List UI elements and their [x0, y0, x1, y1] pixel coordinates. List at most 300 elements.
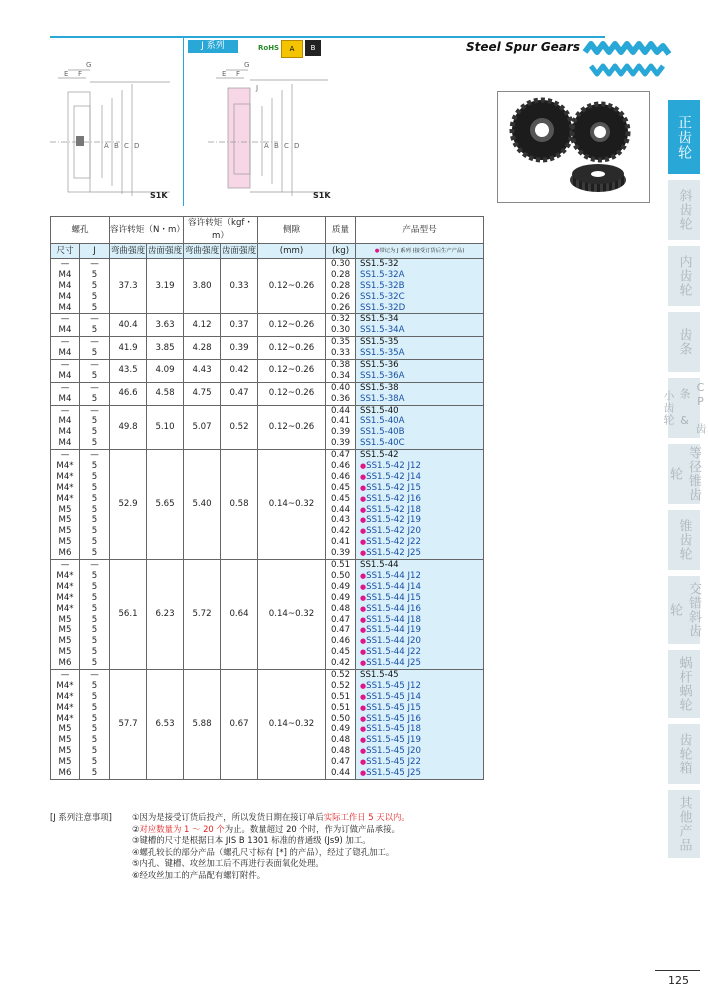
tab-spur-gears[interactable]: 正齿轮 [668, 100, 700, 174]
bore-size-value: M4* [56, 471, 74, 482]
mass-value-value: 0.47 [330, 757, 351, 768]
part-number: SS1.5-40 [360, 405, 399, 416]
mass-value-value: 0.42 [330, 658, 351, 669]
bore-j-value: 5 [91, 280, 98, 291]
backlash-value: 0.14~0.32 [258, 560, 326, 670]
surface-strength-kgf: 0.52 [221, 405, 258, 450]
bore-j-value: 5 [91, 757, 98, 768]
surface-strength-nm: 3.85 [147, 337, 184, 360]
mass-value [326, 382, 356, 405]
surface-strength-kgf: 0.67 [221, 669, 258, 779]
mass-value-value: 0.44 [330, 504, 351, 515]
j-series-dot-icon: ● [360, 582, 367, 591]
bore-size-value: M4 [58, 325, 72, 336]
mass-value-value: 0.46 [330, 461, 351, 472]
page-number: 125 [668, 974, 689, 987]
bore-size-value: M4* [56, 581, 74, 592]
surface-strength-kgf: 0.47 [221, 382, 258, 405]
mass-value [326, 259, 356, 314]
dim-a-label: A [264, 142, 269, 150]
bore-j-value: 5 [91, 482, 98, 493]
bore-j-value: 5 [91, 724, 98, 735]
tab-racks[interactable]: 齿条 [668, 312, 700, 372]
bore-size-value: M4* [56, 702, 74, 713]
part-number: ●SS1.5-42 J16 [360, 493, 421, 504]
bending-strength-kgf: 5.88 [184, 669, 221, 779]
mass-value-value: 0.35 [330, 337, 351, 348]
mass-value-value: 0.30 [330, 325, 351, 336]
header-torque-kgf: 容许转矩（kgf・m） [184, 217, 258, 244]
bore-j-value: 5 [91, 438, 98, 449]
gear-drawing-left [50, 60, 180, 200]
spec-table [50, 216, 484, 780]
mass-value-value: 0.39 [330, 427, 351, 438]
bending-strength-nm: 49.8 [110, 405, 147, 450]
part-number: SS1.5-45 [360, 669, 399, 680]
mass-value-value: 0.48 [330, 746, 351, 757]
j-series-dot-icon: ● [360, 637, 367, 646]
mass-value [326, 450, 356, 560]
bore-size-value: — [60, 405, 70, 416]
tab-cp-racks[interactable]: CP 齿条 & 小齿轮 [668, 378, 700, 438]
bore-j [80, 405, 110, 450]
mass-value-value: 0.28 [330, 269, 351, 280]
bore-size-value: M4 [58, 416, 72, 427]
bore-size-value: M4* [56, 482, 74, 493]
bore-j-value: 5 [91, 461, 98, 472]
bore-j-value: 5 [91, 291, 98, 302]
mass-value-value: 0.46 [330, 471, 351, 482]
header-size: 尺寸 [51, 244, 80, 259]
bore-size-value: M5 [58, 636, 72, 647]
surface-strength-kgf: 0.64 [221, 560, 258, 670]
part-number: SS1.5-40A [360, 416, 405, 427]
part-number: SS1.5-34A [360, 325, 405, 336]
bore-size [51, 337, 80, 360]
bore-size-value: M4* [56, 592, 74, 603]
backlash-value: 0.12~0.26 [258, 405, 326, 450]
j-series-dot-icon: ● [360, 549, 367, 558]
part-number: ●SS1.5-45 J16 [360, 713, 421, 724]
dim-c-label: C [284, 142, 289, 150]
bore-size-value: M4 [58, 302, 72, 313]
bore-size-value: M5 [58, 647, 72, 658]
bore-j-value: 5 [91, 592, 98, 603]
mass-value-value: 0.48 [330, 603, 351, 614]
surface-strength-nm: 6.23 [147, 560, 184, 670]
j-series-dot-icon: ● [360, 725, 367, 734]
bore-size-value: M5 [58, 746, 72, 757]
j-series-dot-icon: ● [360, 768, 367, 777]
part-number: ●SS1.5-42 J19 [360, 515, 421, 526]
mass-value-value: 0.50 [330, 570, 351, 581]
part-number-cell [356, 382, 484, 405]
bore-j-value: 5 [91, 427, 98, 438]
bore-j-value: 5 [91, 680, 98, 691]
bore-j [80, 669, 110, 779]
gear-drawing-right [208, 60, 338, 200]
bore-size [51, 259, 80, 314]
bore-j-value: 5 [91, 393, 98, 404]
mass-value-value: 0.26 [330, 291, 351, 302]
header-bend-kgf: 弯曲强度 [184, 244, 221, 259]
bore-j-value: 5 [91, 647, 98, 658]
bore-size-value: M4* [56, 603, 74, 614]
dim-g-label: G [244, 61, 250, 69]
bore-size-value: M6 [58, 767, 72, 778]
mass-value-value: 0.39 [330, 548, 351, 559]
part-number: ●SS1.5-44 J20 [360, 636, 421, 647]
part-number: SS1.5-44 [360, 560, 399, 571]
part-number: SS1.5-40C [360, 438, 405, 449]
bore-j-value: 5 [91, 537, 98, 548]
mass-value [326, 669, 356, 779]
bore-j-value: — [90, 259, 99, 269]
bore-j [80, 360, 110, 383]
bore-size-value: M4 [58, 438, 72, 449]
header-j: J [80, 244, 110, 259]
j-series-dot-icon: ● [360, 736, 367, 745]
page-title: Steel Spur Gears [466, 40, 580, 54]
mass-value-value: 0.36 [330, 393, 351, 404]
badge-b-icon: B [305, 40, 321, 56]
bore-j-value: — [90, 337, 99, 348]
dim-j-label: J [256, 84, 259, 92]
table-row [51, 259, 484, 314]
series-tag: J 系列 [188, 40, 238, 53]
bending-strength-nm: 46.6 [110, 382, 147, 405]
bore-size-value: M6 [58, 548, 72, 559]
mass-value [326, 337, 356, 360]
bore-j-value: — [90, 560, 99, 571]
notes-label: [J 系列注意事项] [50, 812, 112, 822]
header-mass: 质量 [326, 217, 356, 244]
surface-strength-kgf: 0.42 [221, 360, 258, 383]
backlash-value: 0.14~0.32 [258, 669, 326, 779]
bore-size-value: M4* [56, 570, 74, 581]
mass-value-value: 0.44 [330, 767, 351, 778]
bore-size-value: M5 [58, 757, 72, 768]
mass-value-value: 0.26 [330, 302, 351, 313]
mass-value-value: 0.41 [330, 537, 351, 548]
product-photo [497, 91, 650, 203]
bore-size-value: M4 [58, 348, 72, 359]
part-number-cell [356, 450, 484, 560]
bore-j-value: 5 [91, 471, 98, 482]
mass-value-value: 0.43 [330, 515, 351, 526]
bore-size [51, 669, 80, 779]
j-series-dot-icon: ● [360, 494, 367, 503]
mass-value-value: 0.45 [330, 482, 351, 493]
mass-value-value: 0.34 [330, 370, 351, 381]
part-number: SS1.5-32 [360, 259, 399, 269]
bore-j-value: — [90, 405, 99, 416]
surface-strength-nm: 6.53 [147, 669, 184, 779]
j-series-dot-icon: ● [360, 538, 367, 547]
bore-j [80, 314, 110, 337]
bore-j-value: 5 [91, 658, 98, 669]
bore-size-value: M5 [58, 515, 72, 526]
dim-a-label: A [104, 142, 109, 150]
bore-j-value: 5 [91, 269, 98, 280]
part-number: ●SS1.5-44 J16 [360, 603, 421, 614]
bore-j-value: 5 [91, 504, 98, 515]
j-series-dot-icon: ● [360, 747, 367, 756]
bore-size-value: M4 [58, 291, 72, 302]
bore-size-value: M4* [56, 493, 74, 504]
header-part-note: ●带记为 J 系列 (接受订货后生产产品) [356, 244, 484, 259]
dim-c-label: C [124, 142, 129, 150]
dim-e-label: E [222, 70, 227, 78]
part-number: SS1.5-32D [360, 302, 406, 313]
mass-value [326, 314, 356, 337]
part-number: ●SS1.5-45 J12 [360, 680, 421, 691]
bore-j-value: 5 [91, 526, 98, 537]
surface-strength-nm: 4.58 [147, 382, 184, 405]
dim-g-label: G [86, 61, 92, 69]
header-mass-unit: (kg) [326, 244, 356, 259]
part-number: ●SS1.5-42 J15 [360, 482, 421, 493]
bore-j-value: 5 [91, 735, 98, 746]
bore-j-value: — [90, 450, 99, 461]
bore-j-value: 5 [91, 302, 98, 313]
mass-value-value: 0.47 [330, 625, 351, 636]
dim-d-label: D [294, 142, 300, 150]
bore-j-value: 5 [91, 691, 98, 702]
part-number: SS1.5-34 [360, 314, 399, 325]
header-backlash-unit: (mm) [258, 244, 326, 259]
part-number: SS1.5-38 [360, 382, 399, 393]
bore-j-value: 5 [91, 713, 98, 724]
table-row [51, 382, 484, 405]
bore-size-value: M4* [56, 680, 74, 691]
bore-j-value: 5 [91, 570, 98, 581]
j-series-dot-icon: ● [360, 659, 367, 668]
mass-value-value: 0.49 [330, 592, 351, 603]
mass-value-value: 0.51 [330, 560, 351, 571]
bore-j-value: 5 [91, 767, 98, 778]
bore-size-value: M5 [58, 625, 72, 636]
backlash-value: 0.12~0.26 [258, 360, 326, 383]
mass-value [326, 360, 356, 383]
notes-list [132, 812, 532, 882]
note-line: ①因为是接受订货后投产，所以发货日期在接订单后实际工作日 5 天以内。 [132, 812, 410, 822]
table-row [51, 314, 484, 337]
j-series-dot-icon: ● [360, 571, 367, 580]
mass-value-value: 0.40 [330, 382, 351, 393]
bending-strength-kgf: 3.80 [184, 259, 221, 314]
bending-strength-nm: 43.5 [110, 360, 147, 383]
bore-size-value: M6 [58, 658, 72, 669]
bore-size-value: — [60, 450, 70, 461]
header-bend-nm: 弯曲强度 [110, 244, 147, 259]
bore-j-value: — [90, 382, 99, 393]
spec-table-body [51, 259, 484, 780]
part-number-cell [356, 360, 484, 383]
bore-j-value: 5 [91, 625, 98, 636]
mass-value-value: 0.30 [330, 259, 351, 269]
part-number: ●SS1.5-45 J14 [360, 691, 421, 702]
bore-size-value: — [60, 337, 70, 348]
dim-f-label: F [78, 70, 83, 78]
bore-size [51, 450, 80, 560]
j-series-dot-icon: ● [360, 758, 367, 767]
table-row [51, 450, 484, 560]
part-number: ●SS1.5-44 J12 [360, 570, 421, 581]
bore-size-value: M4* [56, 691, 74, 702]
bore-j-value: 5 [91, 325, 98, 336]
mass-value-value: 0.48 [330, 735, 351, 746]
header-surf-kgf: 齿面强度 [221, 244, 258, 259]
mass-value-value: 0.33 [330, 348, 351, 359]
bore-size-value: M4 [58, 269, 72, 280]
rohs-badge: RoHS [258, 44, 280, 52]
tab-bevel-gears[interactable]: 锥齿轮 [668, 510, 700, 570]
bore-j [80, 337, 110, 360]
mass-value-value: 0.45 [330, 493, 351, 504]
surface-strength-kgf: 0.37 [221, 314, 258, 337]
tab-miter-gears[interactable]: 等径锥齿轮 [667, 446, 701, 502]
note-line: ③键槽的尺寸是根据日本 JIS B 1301 标准的普通级 (Js9) 加工。 [132, 835, 371, 846]
part-number: ●SS1.5-44 J15 [360, 592, 421, 603]
bore-size [51, 360, 80, 383]
bore-j-value: — [90, 314, 99, 325]
bore-j [80, 259, 110, 314]
category-tabs [662, 100, 707, 864]
dim-d-label: D [134, 142, 140, 150]
mass-value-value: 0.52 [330, 669, 351, 680]
bore-size-value: M4 [58, 370, 72, 381]
mass-value-value: 0.52 [330, 680, 351, 691]
dim-e-label: E [64, 70, 69, 78]
tab-gearboxes[interactable]: 齿轮箱 [668, 724, 700, 784]
bore-size [51, 314, 80, 337]
part-number: SS1.5-35 [360, 337, 399, 348]
mass-value-value: 0.45 [330, 647, 351, 658]
surface-strength-kgf: 0.39 [221, 337, 258, 360]
mass-value-value: 0.42 [330, 526, 351, 537]
mass-value-value: 0.32 [330, 314, 351, 325]
part-number: SS1.5-32C [360, 291, 405, 302]
dim-b-label: B [274, 142, 279, 150]
part-number: ●SS1.5-45 J20 [360, 746, 421, 757]
surface-strength-kgf: 0.33 [221, 259, 258, 314]
bending-strength-nm: 57.7 [110, 669, 147, 779]
part-number: ●SS1.5-42 J14 [360, 471, 421, 482]
header-bore: 螺孔 [51, 217, 110, 244]
header-backlash: 侧隙 [258, 217, 326, 244]
note-line: ④螺孔较长的部分产品（螺孔尺寸标有 [*] 的产品），经过了锪孔加工。 [132, 846, 395, 857]
header-surf-nm: 齿面强度 [147, 244, 184, 259]
drawing-left-label: S1K [150, 191, 168, 200]
tab-helical-gears[interactable]: 斜齿轮 [668, 180, 700, 240]
drawing-right-label: S1K [313, 191, 331, 200]
bore-size-value: M5 [58, 537, 72, 548]
bore-j-value: 5 [91, 702, 98, 713]
bore-j-value: — [90, 360, 99, 371]
bore-size-value: M4* [56, 713, 74, 724]
j-series-dot-icon: ● [360, 626, 367, 635]
bending-strength-nm: 52.9 [110, 450, 147, 560]
bore-size [51, 382, 80, 405]
bending-strength-kgf: 4.43 [184, 360, 221, 383]
bore-j-value: 5 [91, 370, 98, 381]
part-number: ●SS1.5-45 J22 [360, 757, 421, 768]
tab-screw-gears[interactable]: 交错斜齿轮 [668, 576, 700, 644]
bore-size-value: M4* [56, 461, 74, 472]
bore-j-value: 5 [91, 548, 98, 559]
tab-internal-gears[interactable]: 内齿轮 [668, 246, 700, 306]
j-series-dot-icon: ● [360, 516, 367, 525]
j-series-dot-icon: ● [360, 615, 367, 624]
j-series-dot-icon: ● [360, 472, 367, 481]
part-number: SS1.5-35A [360, 348, 405, 359]
bore-size [51, 560, 80, 670]
bending-strength-kgf: 5.07 [184, 405, 221, 450]
j-series-dot-icon: ● [360, 703, 367, 712]
part-number: ●SS1.5-44 J22 [360, 647, 421, 658]
part-number-cell [356, 259, 484, 314]
part-number: SS1.5-32A [360, 269, 405, 280]
mass-value-value: 0.51 [330, 702, 351, 713]
tab-worm-gears[interactable]: 蜗杆蜗轮 [668, 650, 700, 718]
j-series-dot-icon: ● [360, 593, 367, 602]
bending-strength-kgf: 4.75 [184, 382, 221, 405]
bending-strength-nm: 41.9 [110, 337, 147, 360]
mass-value-value: 0.41 [330, 416, 351, 427]
mass-value [326, 405, 356, 450]
surface-strength-nm: 5.65 [147, 450, 184, 560]
bending-strength-kgf: 4.28 [184, 337, 221, 360]
surface-strength-nm: 5.10 [147, 405, 184, 450]
bending-strength-kgf: 5.40 [184, 450, 221, 560]
tab-other-products[interactable]: 其他产品 [668, 790, 700, 858]
mass-value-value: 0.47 [330, 614, 351, 625]
j-series-dot-icon: ● [360, 462, 367, 471]
dim-f-label: F [236, 70, 241, 78]
surface-strength-kgf: 0.58 [221, 450, 258, 560]
bore-j-value: 5 [91, 416, 98, 427]
mass-value-value: 0.49 [330, 581, 351, 592]
bore-size-value: — [60, 669, 70, 680]
part-number-cell [356, 560, 484, 670]
backlash-value: 0.12~0.26 [258, 337, 326, 360]
header-part: 产品型号 [356, 217, 484, 244]
bore-j-value: 5 [91, 636, 98, 647]
part-number: SS1.5-38A [360, 393, 405, 404]
mass-value-value: 0.47 [330, 450, 351, 461]
table-row [51, 405, 484, 450]
backlash-value: 0.12~0.26 [258, 314, 326, 337]
part-number: ●SS1.5-44 J14 [360, 581, 421, 592]
backlash-value: 0.12~0.26 [258, 259, 326, 314]
header-torque-nm: 容许转矩（N・m） [110, 217, 184, 244]
bore-j-value: 5 [91, 603, 98, 614]
part-number: ●SS1.5-45 J25 [360, 767, 421, 778]
mass-value [326, 560, 356, 670]
part-number: ●SS1.5-45 J19 [360, 735, 421, 746]
bore-size-value: M5 [58, 724, 72, 735]
bore-size-value: M5 [58, 614, 72, 625]
part-number: SS1.5-32B [360, 280, 405, 291]
bore-size-value: M5 [58, 735, 72, 746]
part-number-cell [356, 669, 484, 779]
part-number-cell [356, 337, 484, 360]
part-number: ●SS1.5-44 J25 [360, 658, 421, 669]
mass-value-value: 0.46 [330, 636, 351, 647]
dim-b-label: B [114, 142, 119, 150]
bore-j [80, 560, 110, 670]
